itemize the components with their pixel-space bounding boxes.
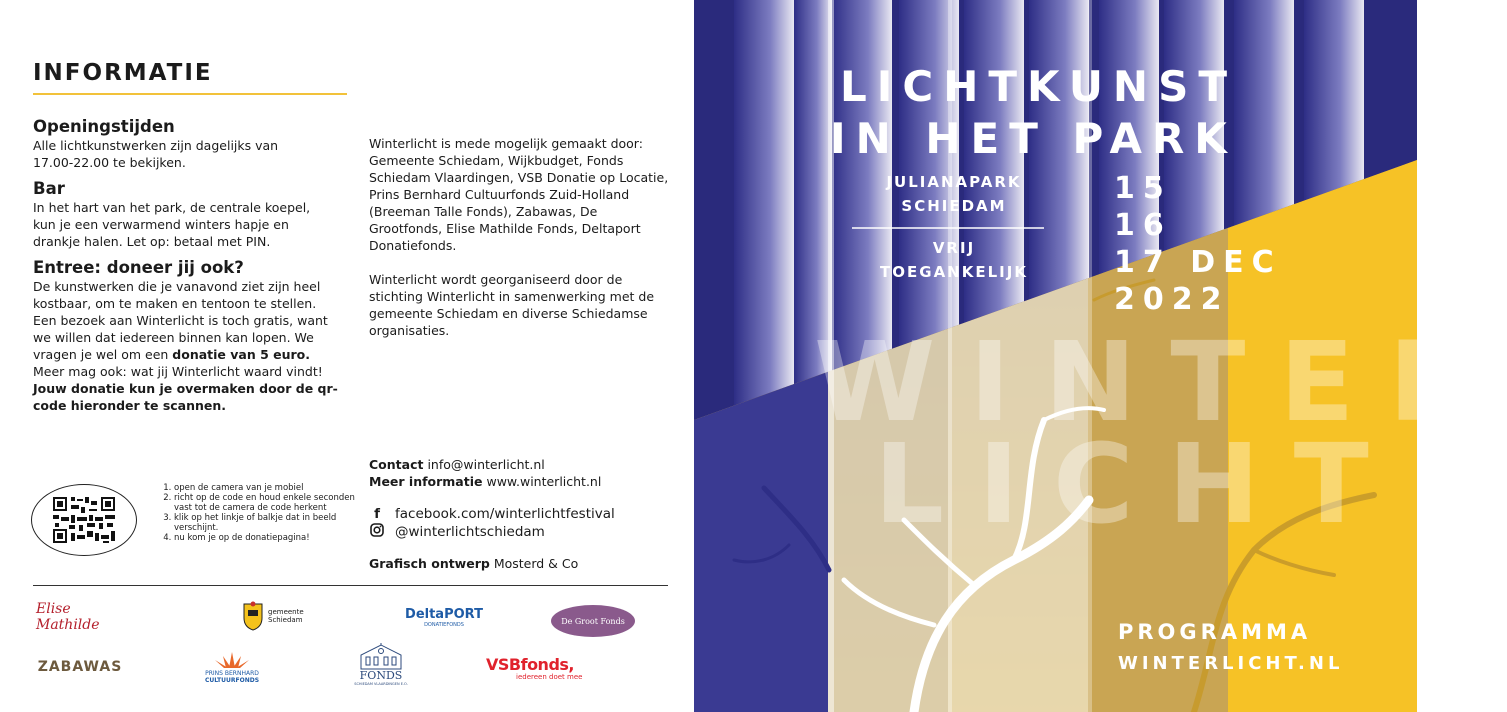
info-column-right [369,135,669,356]
instagram-link[interactable]: @winterlichtschiedam [395,524,545,540]
cover-licht-text: LICHT [874,420,1403,548]
logos-divider [33,585,668,586]
contact-block [369,456,669,490]
design-value: Mosterd & Co [493,556,579,571]
info-column-left [33,117,348,422]
qr-step: 2. richt op de code en houd enkele seconden vast tot de camera de code herkent [174,493,374,513]
sponsors-text: Winterlicht is mede mogelijk gemaakt door: Gemeente Schiedam, Wijkbudget, Fonds Schiedam Vlaardingen, VSB Donatie op Locatie, Prins Bernhard Cultuurfonds Zuid-Holland (Breeman Talle Fonds), Zabawas, De Grootfonds, Elise Mathilde Fonds, Deltaport Donatiefonds. [369,136,669,253]
zabawas-logo: ZABAWAS [37,659,123,675]
cover-title-line-1: LICHTKUNST [840,62,1237,111]
date-year: 2022 [1114,282,1230,317]
cover-title-line-2: IN HET PARK [830,114,1237,163]
info-panel [0,0,694,712]
prins-bernhard-logo: PRINS BERNHARD CULTUURFONDS [200,648,264,686]
location-city: SCHIEDAM [901,197,1007,215]
facebook-link[interactable]: facebook.com/winterlichtfestival [395,506,615,522]
bar-title: Bar [33,179,65,198]
cover-dates [1114,170,1282,318]
entree-qr-instruction: Jouw donatie kun je overmaken door de qr-code hieronder te scannen. [33,381,338,413]
de-groot-fonds-logo: De Groot Fonds [550,603,636,639]
date-17-dec: 17 DEC [1114,245,1282,280]
design-label: Grafisch ontwerp [369,556,490,571]
entree-text-1: De kunstwerken die je vanavond ziet zijn heel kostbaar, om te maken en tentoon te stellen. Een bezoek aan Winterlicht is toch gratis, want we willen dat iedereen binnen kan lopen. We vragen je wel om een [33,279,328,362]
design-credit [369,556,578,571]
cover-programma: PROGRAMMA [1118,620,1312,644]
vsb-fonds-logo: VSBfonds, iedereen doet mee [486,654,583,681]
qr-step: 1. open de camera van je mobiel [174,483,374,493]
website-link[interactable]: www.winterlicht.nl [486,474,602,489]
instagram-icon [369,523,385,542]
facebook-icon: f [374,506,380,522]
meer-info-label: Meer informatie [369,474,483,489]
cover-location [854,170,1054,218]
qr-code-frame[interactable] [31,484,137,556]
entree-title: Entree: doneer jij ook? [33,258,244,277]
cover-panel [694,0,1507,712]
free-entry-line-2: TOEGANKELIJK [880,263,1028,281]
entree-text-2: Meer mag ook: wat jij Winterlicht waard vindt! [33,364,323,379]
deltaport-logo: DeltaPORT DONATIEFONDS [405,607,483,628]
date-16: 16 [1114,208,1172,243]
building-icon [356,642,406,670]
entree-body [33,278,343,414]
flame-icon [209,650,255,670]
openingstijden-title: Openingstijden [33,117,175,136]
free-entry-line-1: VRIJ [932,239,976,257]
contact-email-link[interactable]: info@winterlicht.nl [427,457,545,472]
heading-underline [33,93,347,95]
coat-of-arms-icon [242,601,264,631]
qr-steps-list [160,483,374,543]
location-park: JULIANAPARK [886,173,1022,191]
qr-step: 4. nu kom je op de donatiepagina! [174,533,374,543]
qr-step: 3. klik op het linkje of balkje dat in beeld verschijnt. [174,513,374,533]
entree-donation-amount: donatie van 5 euro. [172,347,311,362]
info-heading: INFORMATIE [33,60,213,86]
contact-label: Contact [369,457,424,472]
social-block [369,506,669,542]
cover-website[interactable]: WINTERLICHT.NL [1118,653,1344,674]
cover-free-entry [854,236,1054,284]
gemeente-schiedam-logo: gemeente Schiedam [236,600,316,632]
cover-winter-text: WINTER [814,318,1507,446]
bar-body: In het hart van het park, de centrale koepel, kun je een verwarmend winters hapje en drankje halen. Let op: betaal met PIN. [33,200,311,249]
qr-code-icon [51,495,117,545]
organisation-text: Winterlicht wordt georganiseerd door de stichting Winterlicht in samenwerking met de gemeente Schiedam en diverse Schiedamse organisaties. [369,272,655,338]
fonds-schiedam-logo: FONDS SCHIEDAM VLAARDINGEN E.O. [350,640,412,688]
date-15: 15 [1114,171,1172,206]
elise-mathilde-logo: Elise Mathilde [36,601,100,633]
openingstijden-body: Alle lichtkunstwerken zijn dagelijks van 17.00-22.00 te bekijken. [33,138,279,170]
